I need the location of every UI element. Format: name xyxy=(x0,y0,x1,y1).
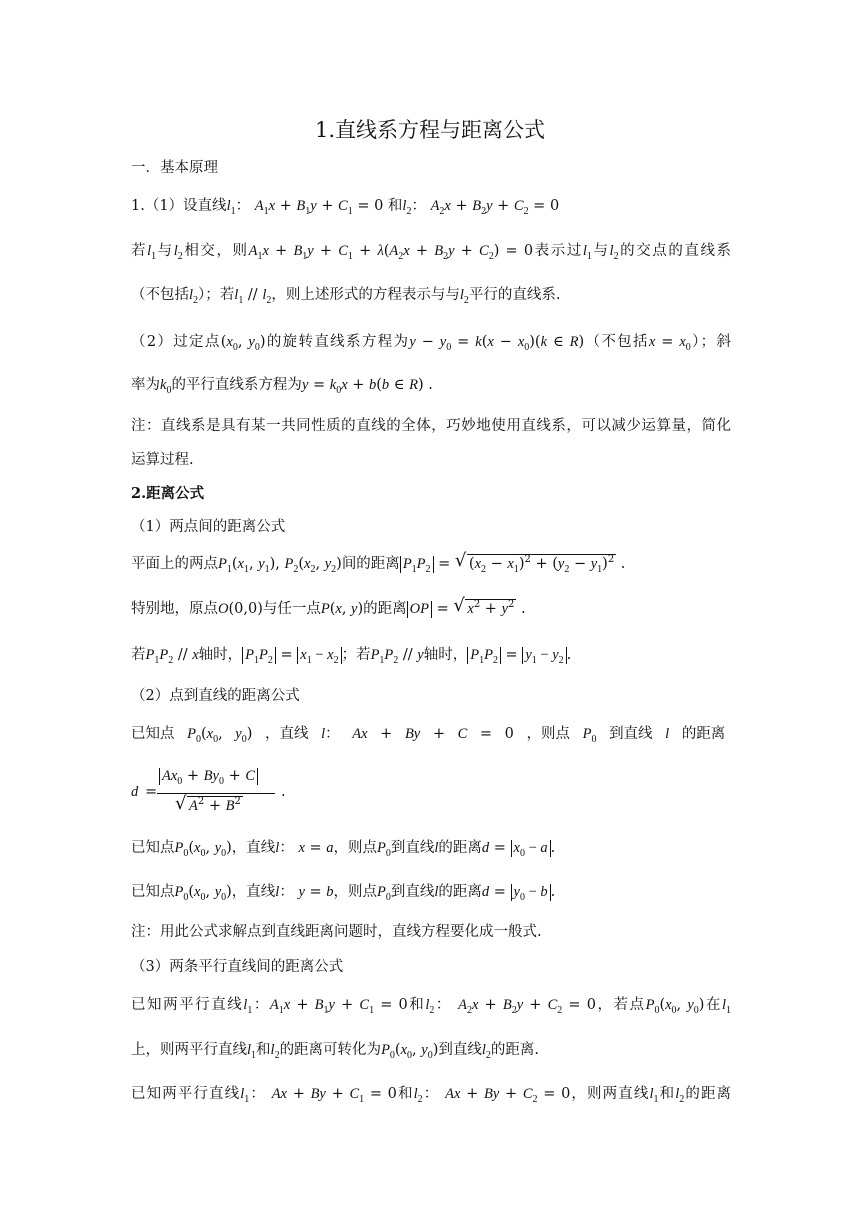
paragraph-axis-parallel: 若$P_1P_2$ // x轴时， $P_1P_2 = x_1 - x_2$ ；若$P_1P_2$ // y轴时， $P_1P_2 = y_1 - y_2$ . xyxy=(131,647,572,666)
paragraph-origin-distance: 特别地，原点O(0,0)与任一点P(x, y)的距离 OP = √ $x^2 + y^2$ . xyxy=(131,595,526,617)
subheading-two-points: （1）两点间的距离公式 xyxy=(131,519,286,535)
paragraph-point-line-distance: 已知点 $P_0(x_0$, $y_0$) ，直线 l： Ax + By + C = 0 ，则点 $P_0$ 到直线 l 的距离 xyxy=(131,726,726,745)
subheading-parallel-lines: （3）两条平行直线间的距离公式 xyxy=(131,959,344,975)
paragraph-slope-family: 率为$k_0$的平行直线系方程为$y = k_0x + b(b$ ∈ R) . xyxy=(131,377,433,396)
paragraph-parallel-lines-2: 上，则两平行直线$l_1$和$l_2$的距离可转化为$P_0(x_0$, $y_0$)到直线$l_2$的距离. xyxy=(131,1042,539,1061)
paragraph-rotation-family: （2）过定点($x_0$, $y_0$)的旋转直线系方程为$y - y_0 = k(x - x_0)(k$ ∈ R)（不包括$x = x_0$）；斜 xyxy=(131,334,731,353)
paragraph-line-sets: 1.（1）设直线$l_1$： $A_1x + B_1y + C_1 = 0$ 和$l_2$： $A_2x + B_2y + C_2 = 0$ xyxy=(131,198,560,217)
paragraph-parallel-case: （不包括$l_2$）；若$l_1 // l_2$，则上述形式的方程表示与与$l_2$平行的直线系. xyxy=(131,287,561,306)
document-page: 1.直线系方程与距离公式 一．基本原理 1.（1）设直线$l_1$： $A_1x + B_1y + C_1 = 0$ 和$l_2$： $A_2x + B_2y + C_2 = 0$ 若$l_1$与$l_2$相交，则$A_1x + B_1y + C_1 + \lambda(A_2x + B_2y + C_2) = 0$表示过$l_1$与$l_2$的交点的直线系 （不包括$l_2$）；若$l_1 // l_2$，则上述形式的方程表示与与$l_2$平行的直线系. （2）过定点($x_0$, $y_0$)的旋转直线系方程为$y - y_0 = k(x - x_0)(k$ ∈ R)（不包括$x = x_0$）；斜 率为$k_0$的平行直线系方程为$y = k_0x + b(b$ ∈ R) . 注：直线系是具有某一共同性质的直线的全体，巧妙地使用直线系，可以减少运算量，简化 运算过程. 2.距离公式 （1）两点间的距离公式 平面上的两点$P_1(x_1$, $y_1$), $P_2(x_2$, $y_2$)间的距离 $P_1P_2$ = √ $(x_2 - x_1)^2 + (y_2 - y_1)^2$ . 特别地，原点O(0,0)与任一点P(x, y)的距离 OP = √ $x^2 + y^2$ . 若$P_1P_2$ // x轴时， $P_1P_2 = x_1 - x_2$ ；若$P_1P_2$ // y轴时， $P_1P_2 = y_1 - y_2$ . （2）点到直线的距离公式 已知点 $P_0(x_0$, $y_0$) ，直线 l： Ax + By + C = 0 ，则点 $P_0$ 到直线 l 的距离 d = $Ax_0 + By_0 + C$ √ $A^2 + B^2$ . 已知点$P_0(x_0$, $y_0$)，直线l： x = a，则点$P_0$到直线l的距离$d = x_0 - a$ . 已知点$P_0(x_0$, $y_0$)，直线l： y = b，则点$P_0$到直线l的距离$d = y_0 - b$ . 注：用此公式求解点到直线距离问题时，直线方程要化成一般式. （3）两条平行直线间的距离公式 已知两平行直线$l_1$：$A_1x + B_1y + C_1 = 0$和$l_2$： $A_2x + B_2y + C_2 = 0$，若点$P_0(x_0$, $y_0$)在$l_1$ 上，则两平行直线$l_1$和$l_2$的距离可转化为$P_0(x_0$, $y_0$)到直线$l_2$的距离. 已知两平行直线$l_1$： $Ax + By + C_1 = 0$和$l_2$： $Ax + By + C_2 = 0$，则两直线$l_1$和$l_2$的距离 xyxy=(0,0,860,1216)
paragraph-vertical-line-distance: 已知点$P_0(x_0$, $y_0$)，直线l： x = a，则点$P_0$到直线l的距离$d = x_0 - a$ . xyxy=(131,840,556,859)
note-general-form: 注：用此公式求解点到直线距离问题时，直线方程要化成一般式. xyxy=(131,924,542,940)
paragraph-intersection: 若$l_1$与$l_2$相交，则$A_1x + B_1y + C_1 + \lambda(A_2x + B_2y + C_2) = 0$表示过$l_1$与$l_2$的交点的直线系 xyxy=(131,243,732,262)
note-line-sets-continued: 运算过程. xyxy=(131,452,194,468)
section-heading-distance: 2.距离公式 xyxy=(131,485,205,502)
page-title: 1.直线系方程与距离公式 xyxy=(314,118,546,142)
note-line-sets: 注：直线系是具有某一共同性质的直线的全体，巧妙地使用直线系，可以减少运算量，简化 xyxy=(131,418,731,434)
paragraph-horizontal-line-distance: 已知点$P_0(x_0$, $y_0$)，直线l： y = b，则点$P_0$到直线l的距离$d = y_0 - b$ . xyxy=(131,884,556,903)
paragraph-parallel-lines-3: 已知两平行直线$l_1$： $Ax + By + C_1 = 0$和$l_2$： $Ax + By + C_2 = 0$，则两直线$l_1$和$l_2$的距离 xyxy=(131,1086,732,1105)
paragraph-parallel-lines-1: 已知两平行直线$l_1$：$A_1x + B_1y + C_1 = 0$和$l_2$： $A_2x + B_2y + C_2 = 0$，若点$P_0(x_0$, $y_0$)在$l_1$ xyxy=(131,997,732,1016)
section-heading-basic: 一．基本原理 xyxy=(131,160,218,176)
subheading-point-line: （2）点到直线的距离公式 xyxy=(131,688,300,704)
paragraph-two-point-distance: 平面上的两点$P_1(x_1$, $y_1$), $P_2(x_2$, $y_2$)间的距离 $P_1P_2$ = √ $(x_2 - x_1)^2 + (y_2 - y_1)^2$ . xyxy=(131,550,626,575)
